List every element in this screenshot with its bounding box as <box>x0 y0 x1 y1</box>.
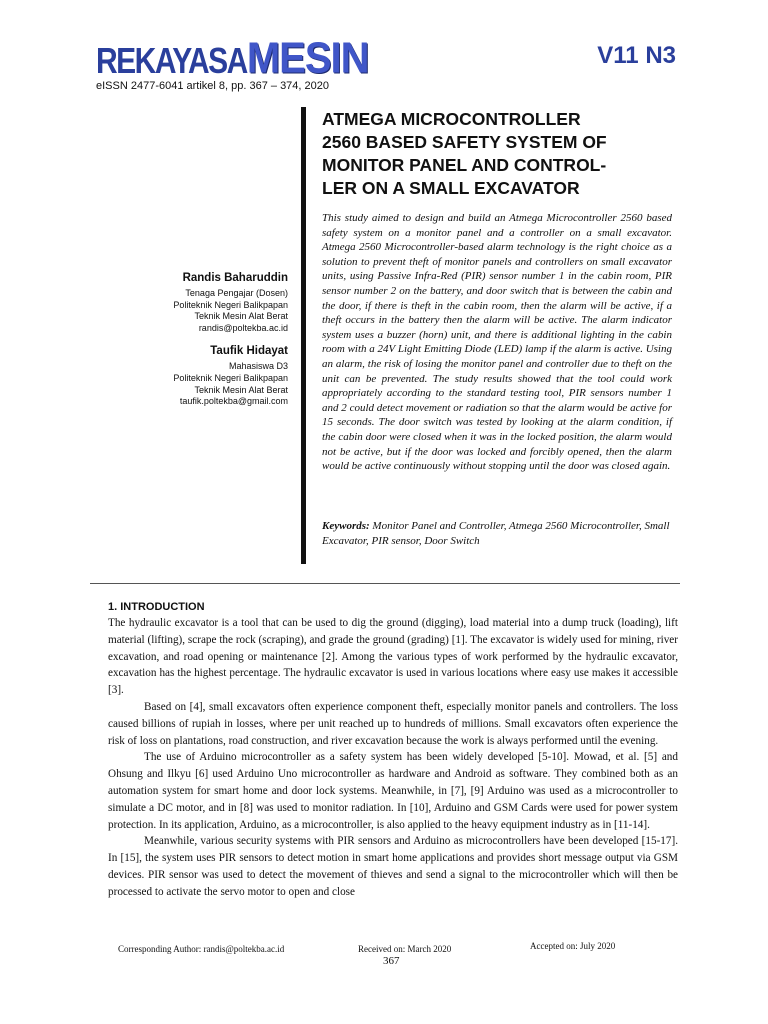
author-list <box>100 272 288 419</box>
corresponding-author: Corresponding Author: randis@poltekba.ac.id <box>118 944 285 954</box>
author-affiliation-line: Tenaga Pengajar (Dosen) <box>185 288 288 298</box>
article-title <box>322 108 682 200</box>
keywords-list: Monitor Panel and Controller, Atmega 2560 Microcontroller, Small Excavator, PIR sensor, Door Switch <box>322 520 670 547</box>
author-affiliation-line: Mahasiswa D3 <box>228 361 288 372</box>
journal-logo <box>96 33 369 83</box>
author-affiliation-line: Politeknik Negeri Balikpapan <box>173 299 288 310</box>
logo-text-mesin: MESIN <box>246 33 369 83</box>
body-paragraph: Based on [4], small excavators often experience component theft, especially monitor panels and controllers. The loss caused billions of rupiah in losses, where per unit reached up to hundreds of millions. Small excavators often experience the risk of loss on plantations, road construction, and river excavation because the work is always performed until the evening. <box>108 700 678 747</box>
abstract-text: This study aimed to design and build an Atmega Microcontroller 2560 based safety system on a monitor panel and a controller on a small excavator. Atmega 2560 Microcontroller-based alarm technology is the right choice as a solution to prevent theft of monitor panels and controllers on small excavator units, using Passive Infra-Red (PIR) sensor number 1 in the cabin room, PIR sensor number 2 on the battery, and door switch that is between the cabin and the door, if there is theft in the cabin room, then the alarm will be active, if a theft occurs in the battery then the alarm will be active. The alarm indicator system uses a buzzer (horn) unit, and there is additional lighting in the cabin room with a 24V Light Emitting Diode (LED) lamp if the alarm is active. Using an alarm, the risk of losing the monitor panel and controller due to theft on the unit can be prevented. The study results showed that the tool could work appropriately according to the standard testing tool, PIR sensors number 1 and 2 could detect movement or radiation so that the alarm would be active for 15 seconds. The door switch was tested by looking at the alarm condition, if the cabin door were closed when it was in the locked position, the alarm would not be active, but if the door was locked and forcibly opened, then the alarm would be active continuously without stopping until the door was closed again. <box>322 212 672 473</box>
author-email: randis@poltekba.ac.id <box>198 322 288 333</box>
keywords <box>322 519 672 548</box>
title-line: ATMEGA MICROCONTROLLER <box>322 109 581 129</box>
keywords-label: Keywords: <box>322 520 370 532</box>
title-line: MONITOR PANEL AND CONTROL- <box>322 155 607 175</box>
issn-line: eISSN 2477-6041 artikel 8, pp. 367 – 374, 2020 <box>96 80 330 92</box>
body-paragraph: Meanwhile, various security systems with PIR sensors and Arduino as microcontrollers have been developed [15-17]. In [15], the system uses PIR sensors to detect motion in smart home applications and provides short message output via GSM devices. PIR sensor was used to detect the movement of thieves and send a signal to the microcontroller which will then be processed to activate the servo motor to open and close <box>108 835 678 898</box>
author-affiliation-line: Politeknik Negeri Balikpapan <box>173 372 288 383</box>
title-line: 2560 BASED SAFETY SYSTEM OF <box>322 132 607 152</box>
logo-text-rekayasa: REKAYASA <box>96 41 247 82</box>
author-block <box>100 272 288 334</box>
volume-number: V11 N3 <box>597 42 676 69</box>
introduction-body <box>108 615 678 901</box>
author-affiliation-line: Teknik Mesin Alat Berat <box>194 311 288 322</box>
section-divider <box>90 583 680 584</box>
accepted-date: Accepted on: July 2020 <box>530 941 616 951</box>
page-number: 367 <box>383 955 400 967</box>
author-email: taufik.poltekba@gmail.com <box>179 396 288 407</box>
received-date: Received on: March 2020 <box>358 944 452 954</box>
author-affiliation-line: Teknik Mesin Alat Berat <box>194 384 288 395</box>
author-name: Randis Baharuddin <box>182 272 288 284</box>
author-name: Taufik Hidayat <box>210 345 288 358</box>
section-heading-introduction: 1. INTRODUCTION <box>108 601 205 613</box>
title-line: LER ON A SMALL EXCAVATOR <box>322 178 580 198</box>
author-block <box>100 345 288 407</box>
body-paragraph: The hydraulic excavator is a tool that can be used to dig the ground (digging), load material into a dump truck (loading), lift material (lifting), scrape the rock (scraping), and grade the ground (grading) [1]. The excavator is widely used for mining, river excavation, and road opening or maintenance [2]. Among the various types of work performed by the hydraulic excavator, excavation has the highest percentage. The hydraulic excavator is used in various locations where easy use makes it accessible [3]. <box>108 617 678 697</box>
title-side-bar <box>301 107 306 564</box>
body-paragraph: The use of Arduino microcontroller as a safety system has been widely developed [5-10]. Mowad, et al. [5] and Ohsung and Ilkyu [6] used Arduino Uno microcontroller as hardware and Android as software. They combined both as an automation system for smart home and door lock systems. Meanwhile, in [7], [9] Arduino was used as a microcontroller to simulate a DC motor, and in [8] was used to monitor radiation. In [10], Arduino and GSM Cards were used for power system protection. In its application, Arduino, as a microcontroller, is also applied to the heavy equipment industry as in [11-14]. <box>108 751 678 831</box>
